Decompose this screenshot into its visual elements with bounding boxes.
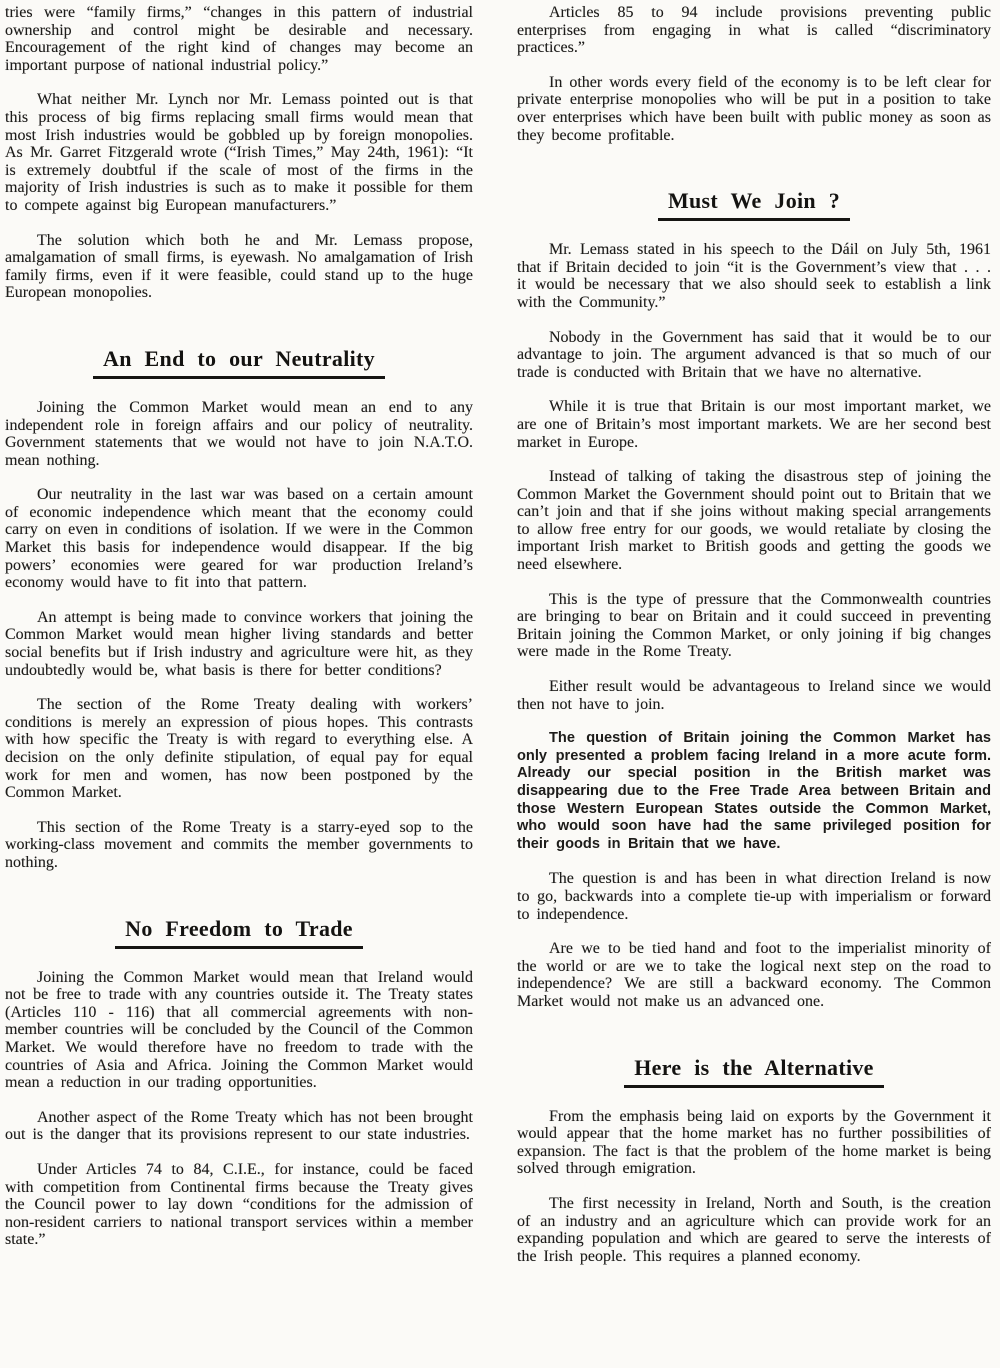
paragraph-tied-hand-and-foot: Are we to be tied hand and foot to the imperialist minority of the world or are we to take the logical next step on the road to independence? We are still a backward economy. The Common Market would not make us an advanced one. <box>517 940 991 1010</box>
paragraph-family-firms: tries were “family firms,” “changes in this pattern of industrial ownership and control might be desirable and necessary. Encouragement of the right kind of changes may become an important purpose of national industrial policy.” <box>5 4 473 74</box>
section-heading-must-we-join <box>517 188 991 221</box>
paragraph-last-war: Our neutrality in the last war was based on a certain amount of economic independence which meant that the economy could carry on even in conditions of isolation. If we were in the Common Market this basis for independence would disappear. If the big powers’ economies were geared for war production Ireland’s economy would have to fit into that pattern. <box>5 486 473 592</box>
section-heading-text: Here is the Alternative <box>624 1055 884 1088</box>
paragraph-either-result: Either result would be advantageous to Ireland since we would then not have to join. <box>517 678 991 713</box>
section-heading-text: No Freedom to Trade <box>115 916 363 949</box>
right-column <box>517 4 991 1282</box>
paragraph-planned-economy: The first necessity in Ireland, North and South, is the creation of an industry and an agriculture which can provide work for an expanding population and which are geared to serve the interests of the Irish people. This requires a planned economy. <box>517 1194 991 1265</box>
paragraph-what-direction: The question is and has been in what direction Ireland is now to go, backwards into a complete tie-up with imperialism or forward to independence. <box>517 870 991 923</box>
paragraph-rome-treaty-workers: The section of the Rome Treaty dealing with workers’ conditions is merely an expression of pious hopes. This contrasts with how specific the Treaty is with regard to everything else. A decision on the only definite stipulation, of equal pay for equal work for men and women, has now been postponed by the Common Market. <box>5 696 473 802</box>
paragraph-retaliate: Instead of talking of taking the disastrous step of joining the Common Market the Government should point out to Britain that we can’t join and that if she joins without making special arrangements to allow free entry for our goods, we would retaliate by closing the important Irish market to British goods and getting the goods we need elsewhere. <box>517 468 991 574</box>
section-heading-text: Must We Join ? <box>658 188 850 221</box>
section-heading-an-end-to-our-neutrality <box>5 346 473 379</box>
paragraph-lemass-dail-speech: Mr. Lemass stated in his speech to the Dáil on July 5th, 1961 that if Britain decided to join “it is the Government’s view that . . . it would be necessary that we also should seek to establish a link with the Community.” <box>517 241 991 311</box>
paragraph-articles-85-94: Articles 85 to 94 include provisions preventing public enterprises from engaging in what is called “discriminatory practices.” <box>517 4 991 57</box>
paragraph-joining-neutrality: Joining the Common Market would mean an end to any independent role in foreign affairs and our policy of neutrality. Government statements that we would not have to join N.A.T.O. mean nothing. <box>5 398 473 469</box>
paragraph-britain-markets: While it is true that Britain is our most important market, we are one of Britain’s most important markets. We are her second best market in Europe. <box>517 398 991 451</box>
section-heading-here-is-the-alternative <box>517 1055 991 1088</box>
section-heading-no-freedom-to-trade <box>5 916 473 949</box>
paragraph-private-monopolies: In other words every field of the economy is to be left clear for private enterprise monopolies who will be put in a position to take over enterprises which have been built with public money as soon as they become profitable. <box>517 73 991 144</box>
section-heading-text: An End to our Neutrality <box>93 346 385 379</box>
paragraph-bold-free-trade-area: The question of Britain joining the Common Market has only presented a problem facing Ireland in a more acute form. Already our special position in the British market was disappearing due to the Free Trade Area between Britain and those Western European States outside the Common Market, who would soon have had the same privileged position for their goods in Britain that we have. <box>517 730 991 852</box>
paragraph-exports-emphasis: From the emphasis being laid on exports by the Government it would appear that the home market has no further possibilities of expansion. The fact is that the problem of the home market is being solved through emigration. <box>517 1107 991 1178</box>
paragraph-commonwealth-pressure: This is the type of pressure that the Commonwealth countries are bringing to bear on Britain and it could succeed in preventing Britain joining the Common Market, or only joining if big changes were made in the Rome Treaty. <box>517 590 991 661</box>
paragraph-state-industries-danger: Another aspect of the Rome Treaty which has not been brought out is the danger that its provisions represent to our state industries. <box>5 1108 473 1144</box>
paragraph-no-free-trade: Joining the Common Market would mean that Ireland would not be free to trade with any countries outside it. The Treaty states (Articles 110 - 116) that all commercial agreements with non-member countries will be concluded by the Council of the Common Market. We would therefore have no freedom to trade with the countries of Asia and Africa. Joining the Common Market would mean a reduction in our trading opportunities. <box>5 968 473 1092</box>
paragraph-convince-workers: An attempt is being made to convince workers that joining the Common Market would mean higher living standards and better social benefits but if Irish industry and agriculture were hit, as they undoubtedly would be, what basis is there for better conditions? <box>5 608 473 679</box>
paragraph-nobody-advantage: Nobody in the Government has said that it would be to our advantage to join. The argument advanced is that so much of our trade is conducted with Britain that we have no alternative. <box>517 328 991 381</box>
paragraph-amalgamation: The solution which both he and Mr. Lemass propose, amalgamation of small firms, is eyewash. No amalgamation of Irish family firms, even if it were feasible, could stand up to the huge European monopolies. <box>5 231 473 302</box>
paragraph-starry-eyed-sop: This section of the Rome Treaty is a starry-eyed sop to the working-class movement and commits the member governments to nothing. <box>5 818 473 871</box>
paragraph-lynch-lemass: What neither Mr. Lynch nor Mr. Lemass pointed out is that this process of big firms replacing small firms would mean that most Irish industries would be gobbled up by foreign monopolies. As Mr. Garret Fitzgerald wrote (“Irish Times,” May 24th, 1961): “It is extremely doubtful if the scale of most of the firms in the majority of Irish industries is such as to make it possible for them to compete against big European manufacturers.” <box>5 91 473 214</box>
paragraph-cie-articles: Under Articles 74 to 84, C.I.E., for instance, could be faced with competition from Continental firms because the Treaty gives the Council power to lay down “conditions for the admission of non-resident carriers to national transport services within a member state.” <box>5 1160 473 1249</box>
left-column <box>5 4 473 1282</box>
